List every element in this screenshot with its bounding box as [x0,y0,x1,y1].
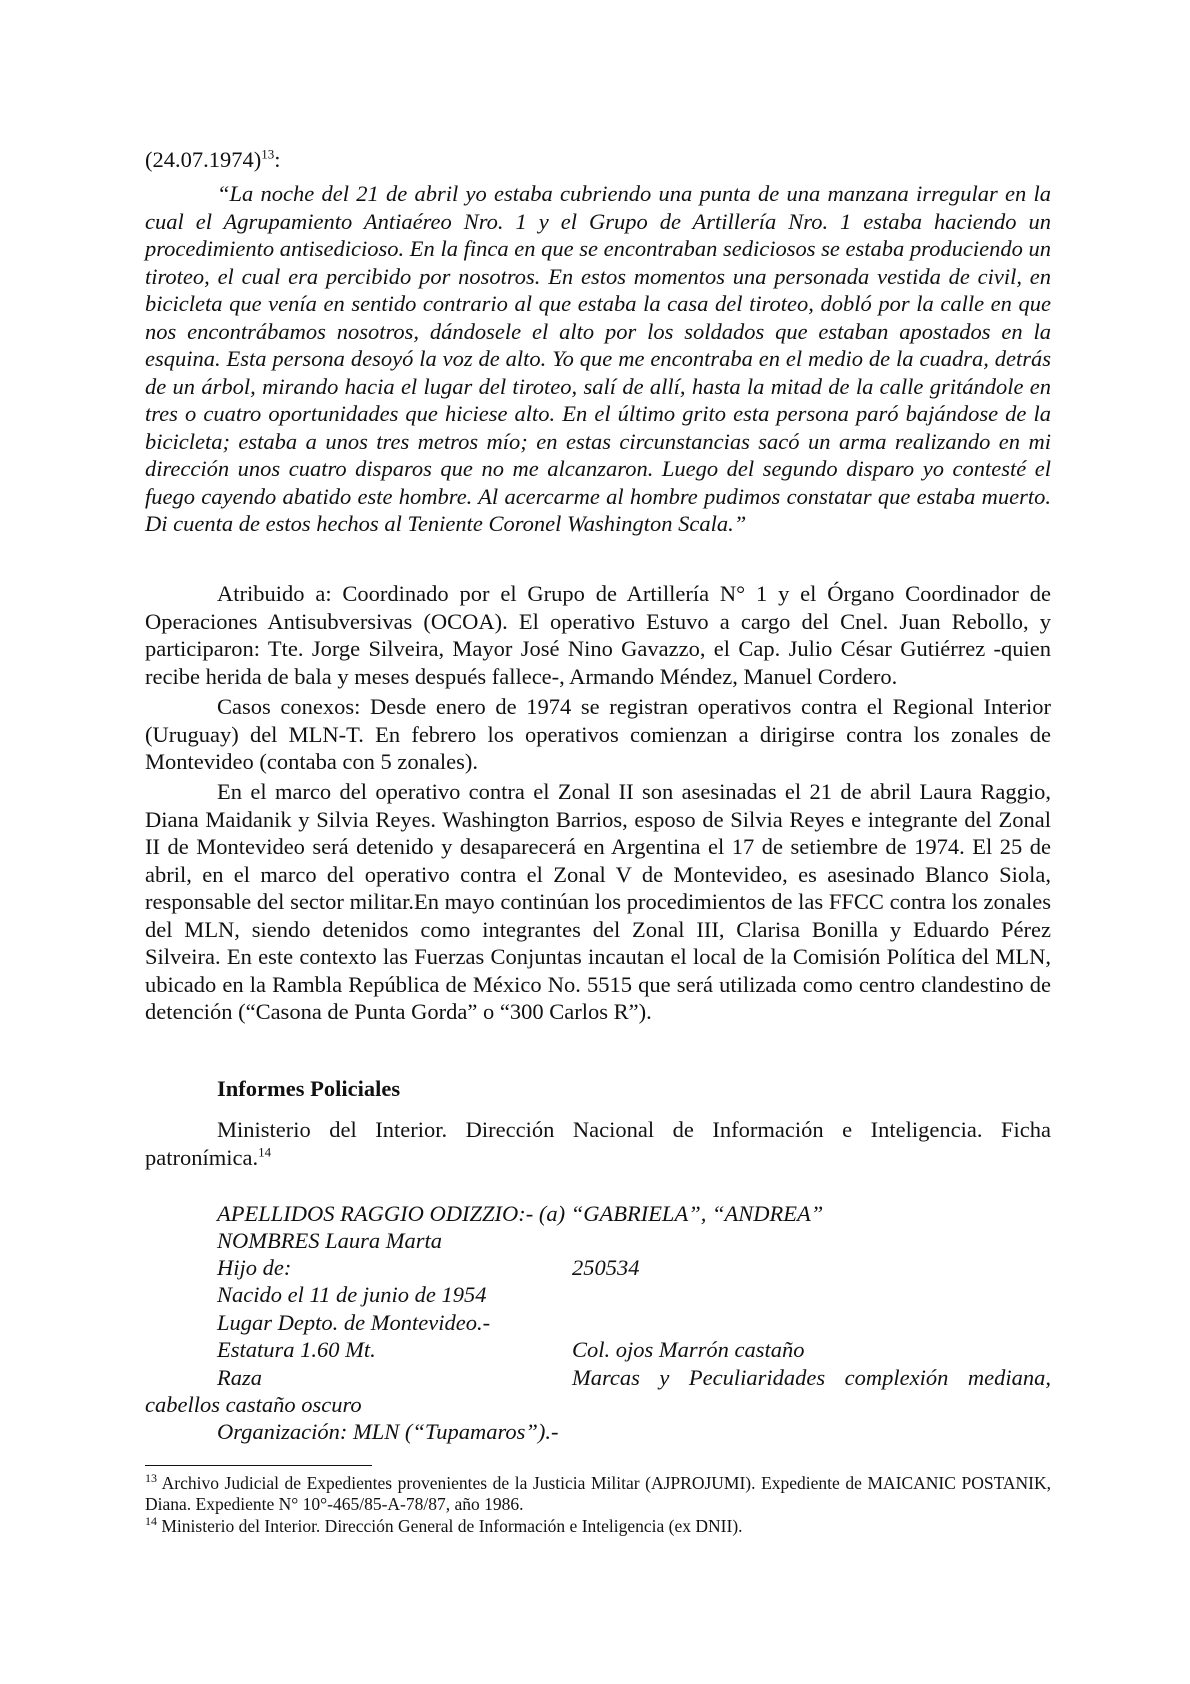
footnote-14 [145,1516,1051,1537]
ficha-nombres: NOMBRES Laura Marta [217,1228,442,1253]
paragraph-casos-conexos: Casos conexos: Desde enero de 1974 se registran operativos contra el Regional Interior (Uruguay) del MLN-T. En febrero los operativos comienzan a dirigirse contra los zonales de Montevideo (contaba con 5 zonales). [145,694,1051,774]
ficha-raza: Raza [217,1365,262,1390]
footnote-ref-13[interactable]: 13 [261,146,275,162]
paragraph-operativo-zonal: En el marco del operativo contra el Zonal II son asesinadas el 21 de abril Laura Raggio, Diana Maidanik y Silvia Reyes. Washington Barrios, esposo de Silvia Reyes e integrante del Zonal II de Montevideo será detenido y desaparecerá en Argentina el 17 de setiembre de 1974. El 25 de abril, en el marco del operativo contra el Zonal V de Montevideo, es asesinado Blanco Siola, responsable del sector militar.En mayo continúan los procedimientos de las FFCC contra los zonales del MLN, siendo detenidos como integrantes del Zonal III, Clarisa Bonilla y Eduardo Pérez Silveira. En este contexto las Fuerzas Conjuntas incautan el local de la Comisión Política del MLN, ubicado en la Rambla República de México No. 5515 que será utilizada como centro clandestino de detención (“Casona de Punta Gorda” o “300 Carlos R”). [145,779,1051,1024]
footnote-number: 14 [145,1514,157,1529]
paragraph-atribuido: Atribuido a: Coordinado por el Grupo de Artillería N° 1 y el Órgano Coordinador de Operaciones Antisubversivas (OCOA). El operativo Estuvo a cargo del Cnel. Juan Rebollo, y participaron: Tte. Jorge Silveira, Mayor José Nino Gavazzo, el Cap. Julio César Gutiérrez -quien recibe herida de bala y meses después fallece-, Armando Méndez, Manuel Cordero. [145,581,1051,689]
footnote-ref-14[interactable]: 14 [258,1144,272,1159]
footnote-text: Archivo Judicial de Expedientes provenientes de la Justicia Militar (AJPROJUMI). Expediente de MAICANIC POSTANIK, Diana. Expediente N° 10°-465/85-A-78/87, año 1986. [145,1473,1051,1514]
section-heading: Informes Policiales [217,1076,401,1101]
ficha-cabellos: cabellos castaño oscuro [145,1392,362,1417]
ficha-lugar: Lugar Depto. de Montevideo.- [217,1310,491,1335]
ficha-organizacion: Organización: MLN (“Tupamaros”).- [217,1419,559,1444]
ministerio-text: Ministerio del Interior. Dirección Nacional de Información e Inteligencia. Ficha patronímica. [145,1117,1051,1170]
ficha-hijo-label: Hijo de: [217,1255,292,1280]
ficha-hijo-value: 250534 [572,1255,640,1280]
date-text: (24.07.1974) [145,147,262,172]
footnote-number: 13 [145,1471,157,1486]
footnote-separator [145,1465,372,1466]
date-line [145,146,1051,174]
ficha-ojos: Col. ojos Marrón castaño [572,1337,805,1362]
footnote-text: Ministerio del Interior. Dirección General de Información e Inteligencia (ex DNII). [161,1516,743,1536]
ficha-marcas: Marcas y Peculiaridades complexión mediana, [572,1365,1051,1390]
ficha-estatura: Estatura 1.60 Mt. [217,1337,376,1362]
testimony-quote: “La noche del 21 de abril yo estaba cubriendo una punta de una manzana irregular en la cual el Agrupamiento Antiaéreo Nro. 1 y el Grupo de Artillería Nro. 1 estaba haciendo un procedimiento antisedicioso. En la finca en que se encontraban sediciosos se estaba produciendo un tiroteo, el cual era percibido por nosotros. En estos momentos una personada vestida de civil, en bicicleta que venía en sentido contrario al que estaba la casa del tiroteo, dobló por la calle en que nos encontrábamos nosotros, dándosele el alto por los soldados que estaban apostados en la esquina. Esta persona desoyó la voz de alto. Yo que me encontraba en el medio de la cuadra, detrás de un árbol, mirando hacia el lugar del tiroteo, salí de allí, hasta la mitad de la calle gritándole en tres o cuatro oportunidades que hiciese alto. En el último grito esta persona paró bajándose de la bicicleta; estaba a unos tres metros mío; en estas circunstancias sacó un arma realizando en mi dirección unos cuatro disparos que no me alcanzaron. Luego del segundo disparo yo contesté el fuego cayendo abatido este hombre. Al acercarme al hombre pudimos constatar que estaba muerto. Di cuenta de estos hechos al Teniente Coronel Washington Scala.” [145,181,1051,536]
date-colon: : [274,147,281,172]
footnote-13 [145,1473,1051,1515]
ficha-apellidos: APELLIDOS RAGGIO ODIZZIO:- (a) “GABRIELA”, “ANDREA” [217,1201,824,1226]
ficha-nacido: Nacido el 11 de junio de 1954 [217,1282,487,1307]
paragraph-ministerio [145,1116,1051,1171]
